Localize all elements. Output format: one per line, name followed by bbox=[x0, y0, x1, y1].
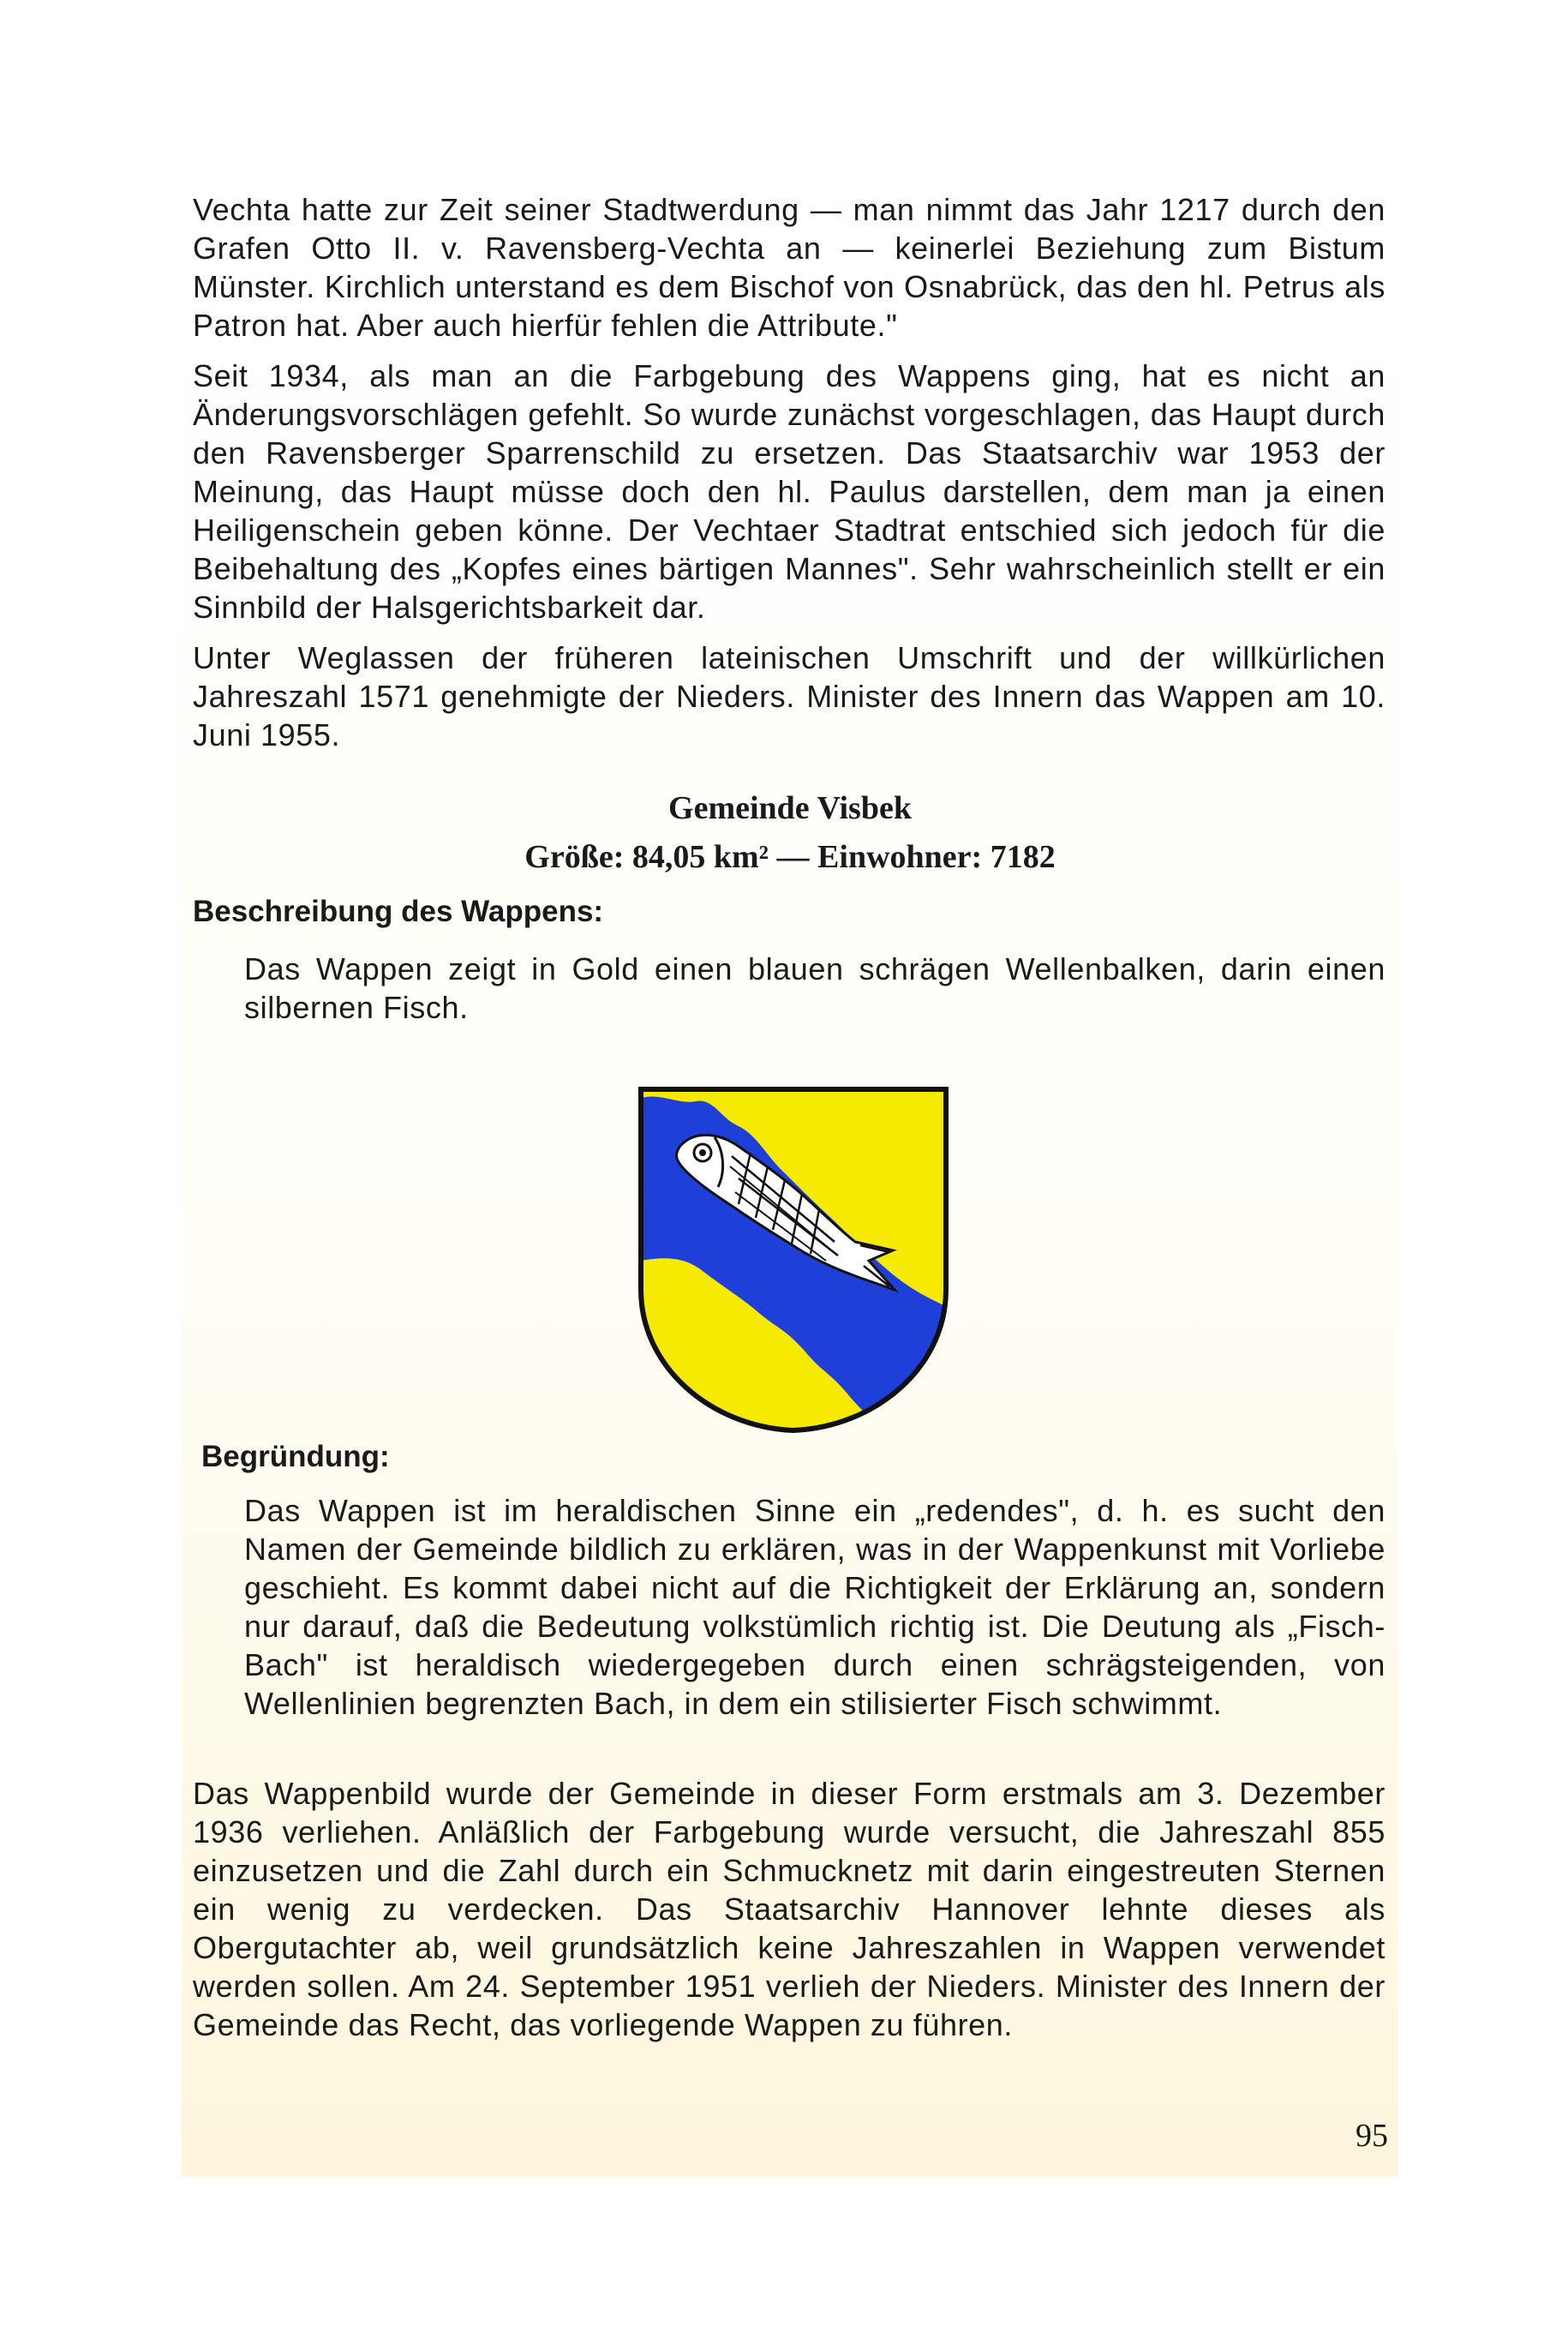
intro-paragraph-3: Unter Weglassen der früheren lateinischen Umschrift und der willkürlichen Jahreszahl 1571 genehmigte der Nieders. Minister des Innern das Wappen am 10. Juni 1955. bbox=[193, 640, 1385, 752]
intro-paragraph-2: Seit 1934, als man an die Farbgebung des Wappens ging, hat es nicht an Änderungsvorschlägen gefehlt. So wurde zunächst vorgeschlagen, das Haupt durch den Ravensberger Sparrenschild zu ersetzen. Das Staatsarchiv war 1953 der Meinung, das Haupt müsse doch den hl. Paulus darstellen, dem man ja einen Heiligenschein geben könne. Der Vechtaer Stadtrat entschied sich jedoch für die Beibehaltung des „Kopfes eines bärtigen Mannes". Sehr wahrscheinlich stellt er ein Sinnbild der Halsgerichtsbarkeit dar. bbox=[193, 358, 1385, 625]
reasoning-text: Das Wappen ist im heraldischen Sinne ein „redendes", d. h. es sucht den Namen der Gemeinde bildlich zu erklären, was in der Wappenkunst mit Vorliebe geschieht. Es kommt dabei nicht auf die Richtigkeit der Erklärung an, sondern nur darauf, daß die Bedeutung volkstümlich richtig ist. Die Deutung als „Fisch-Bach" ist heraldisch wiedergegeben durch einen schrägsteigenden, von Wellenlinien begrenzten Bach, in dem ein stilisierter Fisch schwimmt. bbox=[244, 1493, 1385, 1721]
intro-text bbox=[193, 190, 1385, 766]
description-label: Beschreibung des Wappens: bbox=[193, 895, 604, 928]
closing-text bbox=[193, 1774, 1385, 2056]
visbek-coat-of-arms bbox=[636, 1084, 951, 1436]
closing-paragraph: Das Wappenbild wurde der Gemeinde in dieser Form erstmals am 3. Dezember 1936 verliehen. Anläßlich der Farbgebung wurde versucht, die Jahreszahl 855 einzusetzen und die Zahl durch ein Schmucknetz mit darin eingestreuten Sternen ein wenig zu verdecken. Das Staatsarchiv Hannover lehnte dieses als Obergutachter ab, weil grundsätzlich keine Jahreszahlen in Wappen verwendet werden sollen. Am 24. September 1951 verlieh der Nieders. Minister des Innern der Gemeinde das Recht, das vorliegende Wappen zu führen. bbox=[193, 1776, 1385, 2042]
section-title: Gemeinde Visbek bbox=[668, 790, 912, 826]
page-number: 95 bbox=[1356, 2118, 1388, 2154]
section-subtitle: Größe: 84,05 km² — Einwohner: 7182 bbox=[524, 839, 1056, 875]
description-text: Das Wappen zeigt in Gold einen blauen schrägen Wellenbalken, darin einen silbernen Fisch. bbox=[244, 951, 1385, 1025]
intro-paragraph-1: Vechta hatte zur Zeit seiner Stadtwerdung — man nimmt das Jahr 1217 durch den Grafen Otto II. v. Ravensberg-Vechta an — keinerlei Beziehung zum Bistum Münster. Kirchlich unterstand es dem Bischof von Osnabrück, das den hl. Petrus als Patron hat. Aber auch hierfür fehlen die Attribute." bbox=[193, 192, 1385, 343]
reasoning-label: Begründung: bbox=[201, 1440, 390, 1473]
